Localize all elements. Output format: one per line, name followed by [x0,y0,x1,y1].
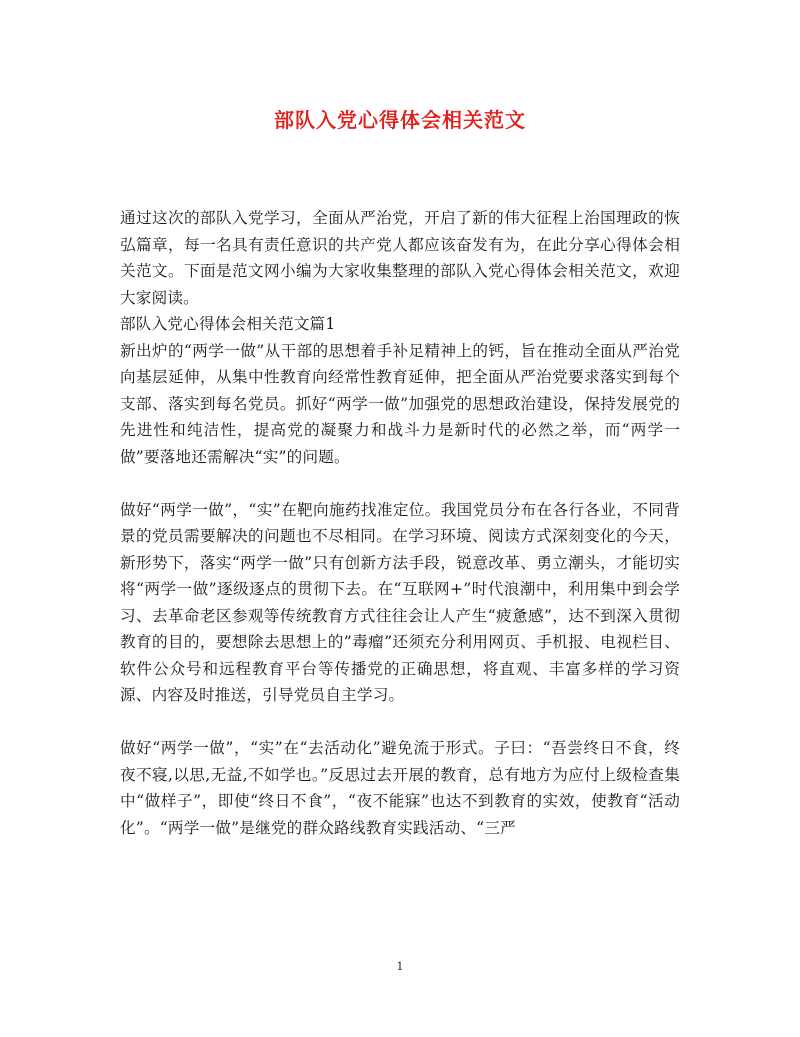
page-number: 1 [396,960,404,973]
body-paragraph: 做好“两学一做”，“实”在靶向施药找准定位。我国党员分布在各行各业，不同背景的党员需要解决的问题也不尽相同。在学习环境、阅读方式深刻变化的今天，新形势下，落实“两学一做”只有创新方法手段，锐意改革、勇立潮头，才能切实将“两学一做”逐级逐点的贯彻下去。在“互联网+”时代浪潮中，利用集中到会学习、去革命老区参观等传统教育方式往往会让人产生“疲惫感”，达不到深入贯彻教育的目的，要想除去思想上的”毒瘤”还须充分利用网页、手机报、电视栏目、软件公众号和远程教育平台等传播党的正确思想，将直观、丰富多样的学习资源、内容及时推送，引导党员自主学习。 [120,500,680,704]
document-title: 部队入党心得体会相关范文 [274,108,526,132]
body-paragraph: 做好“两学一做”，“实”在“去活动化”避免流于形式。子曰：“吾尝终日不食，终夜不寝,以思,无益,不如学也。”反思过去开展的教育，总有地方为应付上级检查集中“做样子”，即使“终日不食”，“夜不能寐”也达不到教育的实效，使教育“活动化”。“两学一做”是继党的群众路线教育实践活动、“三严 [120,739,680,837]
document-body [120,205,680,841]
section-heading: 部队入党心得体会相关范文篇1 [120,315,336,333]
body-paragraph: 新出炉的“两学一做”从干部的思想着手补足精神上的钙，旨在推动全面从严治党向基层延伸，从集中性教育向经常性教育延伸，把全面从严治党要求落实到每个支部、落实到每名党员。抓好“两学一做”加强党的思想政治建设，保持发展党的先进性和纯洁性，提高党的凝聚力和战斗力是新时代的必然之举，而“两学一做”要落地还需解决“实”的问题。 [120,341,680,466]
intro-paragraph: 通过这次的部队入党学习，全面从严治党，开启了新的伟大征程上治国理政的恢弘篇章，每一名具有责任意识的共产党人都应该奋发有为，在此分享心得体会相关范文。下面是范文网小编为大家收集整理的部队入党心得体会相关范文，欢迎大家阅读。 [120,209,680,307]
